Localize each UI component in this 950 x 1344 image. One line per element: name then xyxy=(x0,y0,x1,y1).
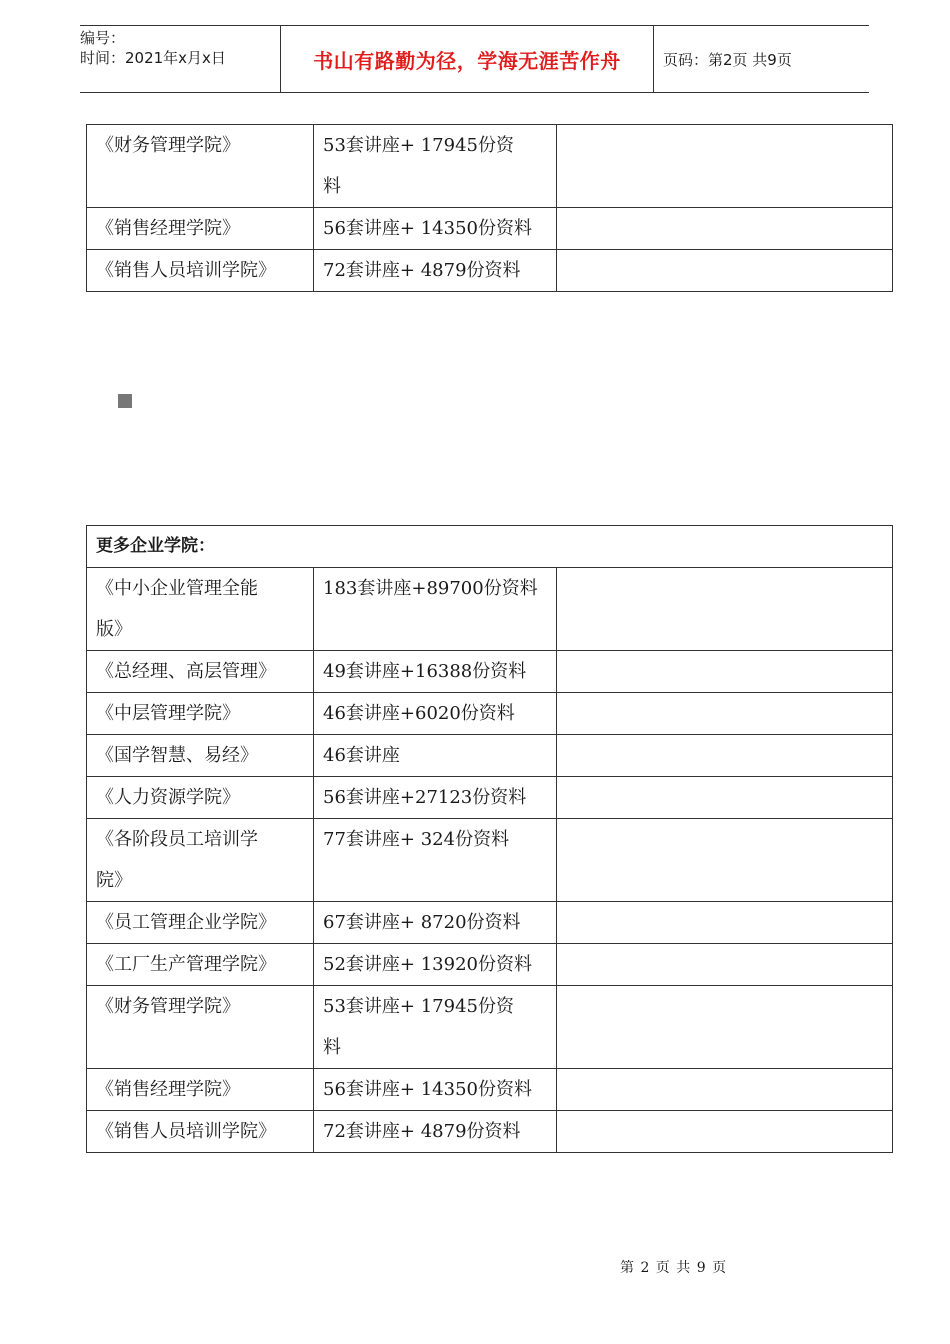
table-row xyxy=(87,651,893,693)
table-row xyxy=(87,986,893,1069)
table-row xyxy=(87,944,893,986)
course-detail: 46套讲座 xyxy=(314,735,557,777)
table-row xyxy=(87,568,893,651)
document-number-label: 编号： xyxy=(80,29,126,47)
header-meta xyxy=(80,26,280,92)
course-detail: 49套讲座+16388份资料 xyxy=(314,651,557,693)
table-row xyxy=(87,125,893,208)
course-detail: 53套讲座+ 17945份资料 xyxy=(314,125,557,208)
course-note xyxy=(557,651,893,693)
table-row xyxy=(87,777,893,819)
top-course-table xyxy=(86,124,893,292)
more-course-table xyxy=(86,525,893,1153)
course-name: 《人力资源学院》 xyxy=(87,777,314,819)
course-note xyxy=(557,735,893,777)
course-name: 《财务管理学院》 xyxy=(87,986,314,1069)
course-detail: 72套讲座+ 4879份资料 xyxy=(314,250,557,292)
course-name: 《总经理、高层管理》 xyxy=(87,651,314,693)
table-row xyxy=(87,1069,893,1111)
course-detail: 46套讲座+6020份资料 xyxy=(314,693,557,735)
course-note xyxy=(557,693,893,735)
course-note xyxy=(557,902,893,944)
document-time-label: 时间：2021年x月x日 xyxy=(80,49,226,67)
course-name: 《销售经理学院》 xyxy=(87,208,314,250)
square-bullet-icon xyxy=(118,394,132,408)
course-name: 《销售经理学院》 xyxy=(87,1069,314,1111)
more-colleges-heading: 更多企业学院： xyxy=(87,526,893,568)
header-page-info: 页码：第2页 共9页 xyxy=(663,50,792,69)
page-footer: 第 2 页 共 9 页 xyxy=(620,1260,728,1276)
course-note xyxy=(557,250,893,292)
table-row xyxy=(87,1111,893,1153)
course-detail: 67套讲座+ 8720份资料 xyxy=(314,902,557,944)
course-name: 《各阶段员工培训学院》 xyxy=(87,819,314,902)
table-row xyxy=(87,902,893,944)
course-note xyxy=(557,568,893,651)
course-name: 《国学智慧、易经》 xyxy=(87,735,314,777)
table-row xyxy=(87,735,893,777)
course-note xyxy=(557,777,893,819)
course-name: 《员工管理企业学院》 xyxy=(87,902,314,944)
course-name: 《销售人员培训学院》 xyxy=(87,250,314,292)
course-name: 《财务管理学院》 xyxy=(87,125,314,208)
course-detail: 72套讲座+ 4879份资料 xyxy=(314,1111,557,1153)
course-note xyxy=(557,125,893,208)
course-note xyxy=(557,208,893,250)
table-row xyxy=(87,250,893,292)
course-detail: 56套讲座+ 14350份资料 xyxy=(314,208,557,250)
course-name: 《中层管理学院》 xyxy=(87,693,314,735)
course-detail: 183套讲座+89700份资料 xyxy=(314,568,557,651)
header-motto: 书山有路勤为径，学海无涯苦作舟 xyxy=(280,26,654,92)
course-note xyxy=(557,1069,893,1111)
course-note xyxy=(557,944,893,986)
course-name: 《工厂生产管理学院》 xyxy=(87,944,314,986)
course-detail: 56套讲座+27123份资料 xyxy=(314,777,557,819)
course-note xyxy=(557,1111,893,1153)
course-name: 《中小企业管理全能版》 xyxy=(87,568,314,651)
page-header xyxy=(80,25,869,93)
course-detail: 77套讲座+ 324份资料 xyxy=(314,819,557,902)
table-row xyxy=(87,208,893,250)
table-row xyxy=(87,693,893,735)
table-heading-row xyxy=(87,526,893,568)
course-note xyxy=(557,986,893,1069)
course-detail: 56套讲座+ 14350份资料 xyxy=(314,1069,557,1111)
table-row xyxy=(87,819,893,902)
course-note xyxy=(557,819,893,902)
course-name: 《销售人员培训学院》 xyxy=(87,1111,314,1153)
course-detail: 53套讲座+ 17945份资料 xyxy=(314,986,557,1069)
course-detail: 52套讲座+ 13920份资料 xyxy=(314,944,557,986)
